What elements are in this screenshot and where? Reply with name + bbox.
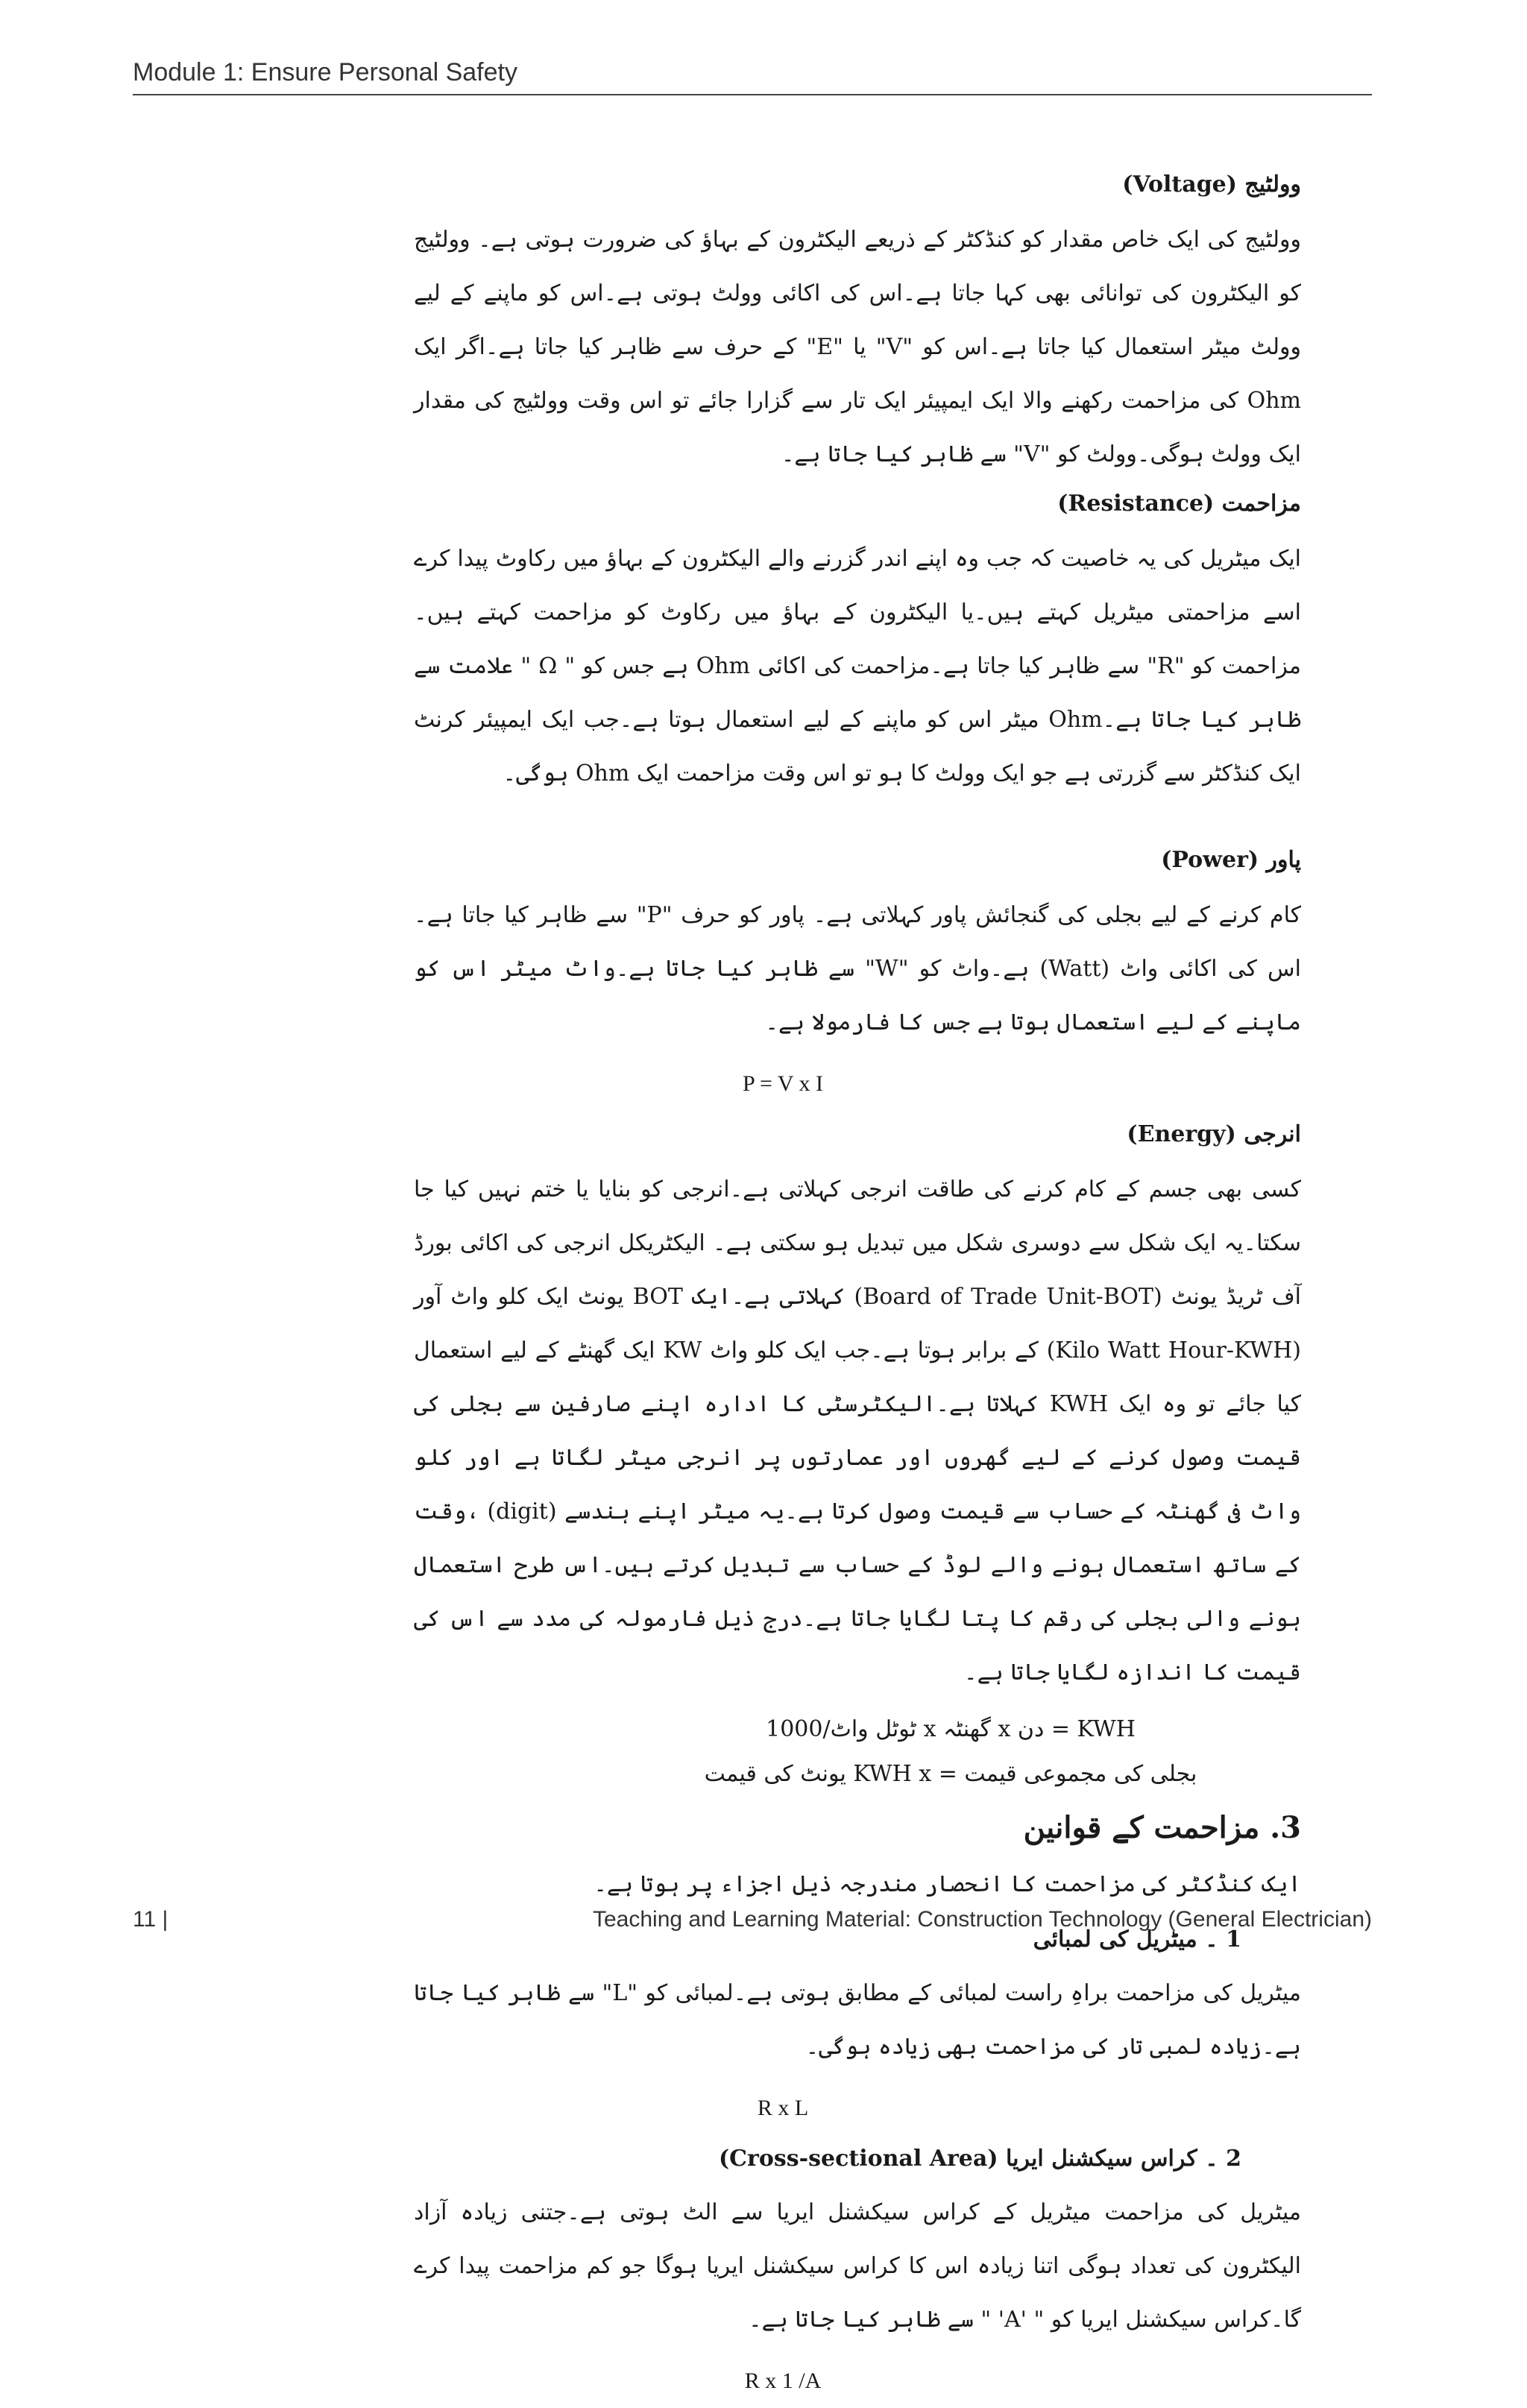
energy-formula-cost: بجلی کی مجموعی قیمت = KWH x یونٹ کی قیمت	[704, 1761, 1197, 1787]
power-heading: پاور (Power)	[1161, 847, 1301, 873]
resistance-heading: مزاحمت (Resistance)	[1057, 491, 1301, 517]
item-2-heading: 2 ۔ کراس سیکشنل ایریا (Cross-sectional Area)	[718, 2146, 1241, 2172]
page-content	[414, 170, 1301, 2408]
page-number: 11 |	[133, 1907, 169, 1932]
item-1-formula: R x L	[757, 2096, 809, 2120]
resistance-paragraph: ایک میٹریل کی یہ خاصیت کہ جب وہ اپنے اندر گزرنے والے الیکٹرون کے بہاؤ میں رکاوٹ پیدا کرے اسے مزاحمتی میٹریل کہتے ہیں۔یا الیکٹرون کے بہاؤ میں رکاوٹ کو مزاحمت کہتے ہیں۔مزاحمت کو "R" سے ظاہر کیا جاتا ہے۔مزاحمت کی اکائی Ohm ہے جس کو " Ω " علامت سے ظاہر کیا جاتا ہے۔Ohm میٹر اس کو ماپنے کے لیے استعمال ہوتا ہے۔جب ایک ایمپیئر کرنٹ ایک کنڈکٹر سے گزرتی ہے جو ایک وولٹ کا ہو تو اس وقت مزاحمت ایک Ohm ہوگی۔	[414, 546, 1302, 787]
section-3-title: 3. مزاحمت کے قوانین	[1023, 1810, 1301, 1845]
section-3-intro: ایک کنڈکٹر کی مزاحمت کا انحصار مندرجہ ذیل اجزاء پر ہوتا ہے۔	[594, 1871, 1301, 1897]
header-divider	[133, 94, 1372, 95]
energy-formula-kwh: KWH = دن x گھنٹہ x ٹوٹل واٹ/1000	[766, 1716, 1136, 1742]
page-header-title: Module 1: Ensure Personal Safety	[133, 58, 517, 86]
power-paragraph: کام کرنے کے لیے بجلی کی گنجائش پاور کہلاتی ہے۔ پاور کو حرف "P" سے ظاہر کیا جاتا ہے۔اس کی اکائی واٹ (Watt) ہے۔واٹ کو "W" سے ظاہر کیا جاتا ہے۔واٹ میٹر اس کو ماپنے کے لیے استعمال ہوتا ہے جس کا فارمولا ہے۔	[414, 902, 1302, 1036]
energy-paragraph: کسی بھی جسم کے کام کرنے کی طاقت انرجی کہلاتی ہے۔انرجی کو بنایا یا ختم نہیں کیا جا سکتا۔یہ ایک شکل سے دوسری شکل میں تبدیل ہو سکتی ہے۔ الیکٹریکل انرجی کی اکائی بورڈ آف ٹریڈ یونٹ (Board of Trade Unit-BOT) کہلاتی ہے۔ایک BOT یونٹ ایک کلو واٹ آور (Kilo Watt Hour-KWH) کے برابر ہوتا ہے۔جب ایک کلو واٹ KW ایک گھنٹے کے لیے استعمال کیا جائے تو وہ ایک KWH کہلاتا ہے۔الیکٹرسٹی کا ادارہ اپنے صارفین سے بجلی کی قیمت وصول کرنے کے لیے گھروں اور عمارتوں پر انرجی میٹر لگاتا ہے اور کلو واٹ فی گھنٹہ کے حساب سے قیمت وصول کرتا ہے۔یہ میٹر اپنے ہندسے (digit) ،وقت کے ساتھ استعمال ہونے والے لوڈ کے حساب سے تبدیل کرتے ہیں۔اس طرح استعمال ہونے والی بجلی کی رقم کا پتا لگایا جاتا ہے۔درج ذیل فارمولہ کی مدد سے اس کی قیمت کا اندازہ لگایا جاتا ہے۔	[414, 1176, 1302, 1686]
voltage-paragraph: وولٹیج کی ایک خاص مقدار کو کنڈکٹر کے ذریعے الیکٹرون کے بہاؤ کی ضرورت ہوتی ہے۔ وولٹیج کو الیکٹرون کی توانائی بھی کہا جاتا ہے۔اس کی اکائی وولٹ ہوتی ہے۔اس کو ماپنے کے لیے وولٹ میٹر استعمال کیا جاتا ہے۔اس کو "V" یا "E" کے حرف سے ظاہر کیا جاتا ہے۔اگر ایک Ohm کی مزاحمت رکھنے والا ایک ایمپیئر ایک تار سے گزارا جائے تو اس وقت وولٹیج کی مقدار ایک وولٹ ہوگی۔وولٹ کو "V" سے ظاہر کیا جاتا ہے۔	[414, 227, 1302, 467]
footer-title: Teaching and Learning Material: Construction Technology (General Electrician)	[592, 1907, 1372, 1932]
item-2-formula: R x 1 /A	[744, 2368, 822, 2393]
item-2-paragraph: میٹریل کی مزاحمت میٹریل کے کراس سیکشنل ایریا سے الٹ ہوتی ہے۔جتنی زیادہ آزاد الیکٹرون کی تعداد ہوگی اتنا زیادہ اس کا کراس سیکشنل ایریا ہوگا جو کم مزاحمت پیدا کرے گا۔کراس سیکشنل ایریا کو " 'A' " سے ظاہر کیا جاتا ہے۔	[414, 2199, 1301, 2333]
power-formula: P = V x I	[742, 1071, 824, 1096]
voltage-heading: وولٹیج (Voltage)	[1122, 171, 1301, 198]
item-1-paragraph: میٹریل کی مزاحمت براہِ راست لمبائی کے مطابق ہوتی ہے۔لمبائی کو "L" سے ظاہر کیا جاتا ہے۔زیادہ لمبی تار کی مزاحمت بھی زیادہ ہوگی۔	[414, 1980, 1302, 2060]
energy-heading: انرجی (Energy)	[1127, 1121, 1301, 1147]
item-1-heading: 1 ۔ میٹریل کی لمبائی	[1033, 1926, 1241, 1952]
